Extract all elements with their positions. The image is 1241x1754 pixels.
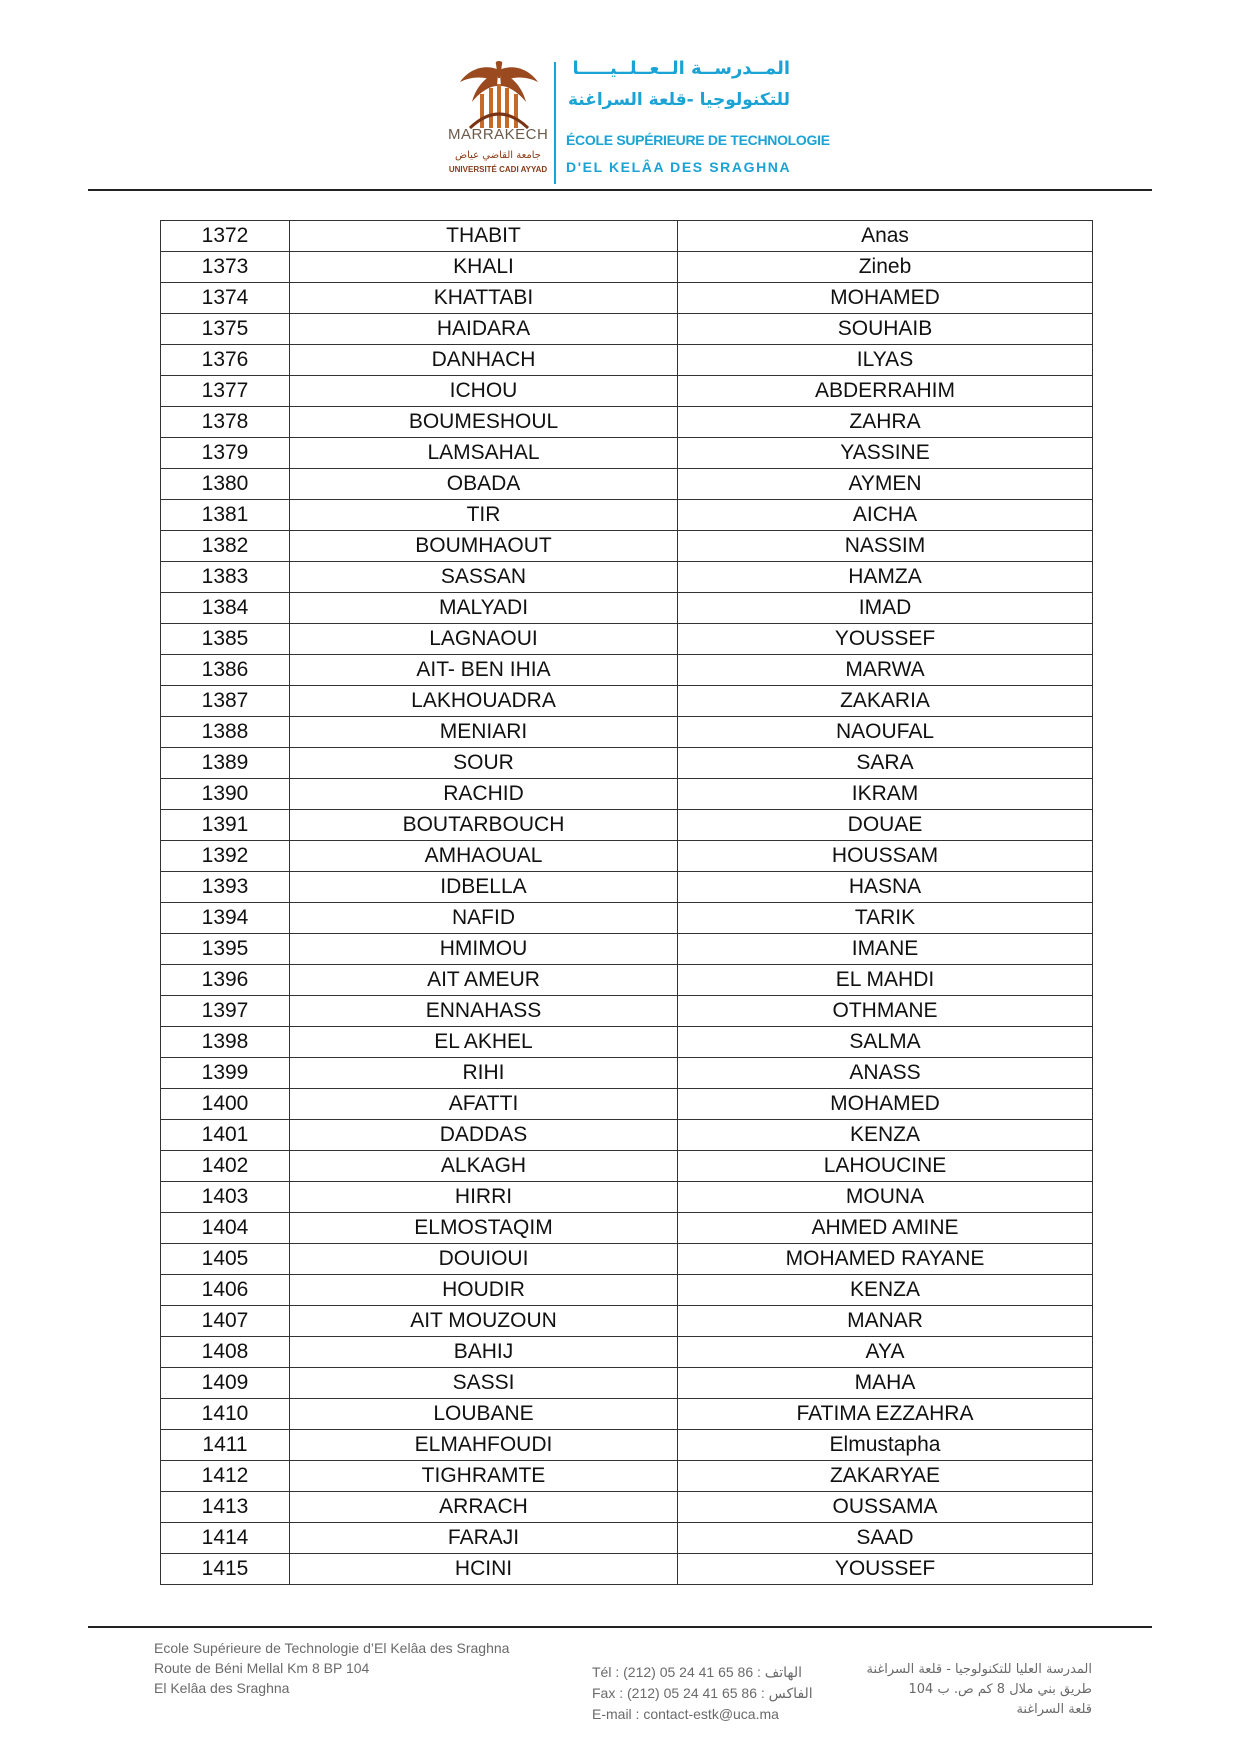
row-number-cell: 1379 <box>161 438 290 469</box>
school-name-arabic-line1: المــدرســة الــعــلــيـــــا <box>572 58 790 79</box>
row-number-cell: 1412 <box>161 1461 290 1492</box>
last-name-cell: MENIARI <box>290 717 678 748</box>
last-name-cell: SASSI <box>290 1368 678 1399</box>
first-name-cell: MANAR <box>678 1306 1093 1337</box>
first-name-cell: YOUSSEF <box>678 1554 1093 1585</box>
table-row <box>161 1492 1093 1523</box>
footer-address-line: المدرسة العليا للتكنولوجيا - قلعة السراغنة <box>866 1662 1092 1677</box>
first-name-cell: ILYAS <box>678 345 1093 376</box>
header-divider <box>554 62 556 184</box>
row-number-cell: 1398 <box>161 1027 290 1058</box>
row-number-cell: 1375 <box>161 314 290 345</box>
row-number-cell: 1405 <box>161 1244 290 1275</box>
last-name-cell: MALYADI <box>290 593 678 624</box>
school-name-french-line2: D'EL KELÂA DES SRAGHNA <box>566 159 792 175</box>
last-name-cell: ELMAHFOUDI <box>290 1430 678 1461</box>
row-number-cell: 1380 <box>161 469 290 500</box>
first-name-cell: DOUAE <box>678 810 1093 841</box>
row-number-cell: 1389 <box>161 748 290 779</box>
row-number-cell: 1403 <box>161 1182 290 1213</box>
table-row <box>161 500 1093 531</box>
last-name-cell: HMIMOU <box>290 934 678 965</box>
first-name-cell: MAHA <box>678 1368 1093 1399</box>
table-body <box>161 221 1093 1585</box>
table-row <box>161 1554 1093 1585</box>
row-number-cell: 1388 <box>161 717 290 748</box>
first-name-cell: SOUHAIB <box>678 314 1093 345</box>
first-name-cell: ANASS <box>678 1058 1093 1089</box>
row-number-cell: 1395 <box>161 934 290 965</box>
first-name-cell: KENZA <box>678 1120 1093 1151</box>
row-number-cell: 1384 <box>161 593 290 624</box>
first-name-cell: MOHAMED RAYANE <box>678 1244 1093 1275</box>
table-row <box>161 593 1093 624</box>
table-row <box>161 407 1093 438</box>
row-number-cell: 1385 <box>161 624 290 655</box>
school-name-french-line1: ÉCOLE SUPÉRIEURE DE TECHNOLOGIE <box>566 132 830 148</box>
row-number-cell: 1400 <box>161 1089 290 1120</box>
last-name-cell: BAHIJ <box>290 1337 678 1368</box>
row-number-cell: 1376 <box>161 345 290 376</box>
first-name-cell: EL MAHDI <box>678 965 1093 996</box>
last-name-cell: HCINI <box>290 1554 678 1585</box>
footer-address-line: Ecole Supérieure de Technologie d’El Kelâa des Sraghna <box>154 1640 510 1656</box>
row-number-cell: 1411 <box>161 1430 290 1461</box>
first-name-cell: ZAKARIA <box>678 686 1093 717</box>
header-rule <box>88 189 1152 191</box>
row-number-cell: 1381 <box>161 500 290 531</box>
logo-university-arabic: جامعة القاضي عياض <box>454 150 541 161</box>
table-row <box>161 872 1093 903</box>
first-name-cell: OTHMANE <box>678 996 1093 1027</box>
last-name-cell: DANHACH <box>290 345 678 376</box>
row-number-cell: 1378 <box>161 407 290 438</box>
first-name-cell: MARWA <box>678 655 1093 686</box>
row-number-cell: 1404 <box>161 1213 290 1244</box>
first-name-cell: AYMEN <box>678 469 1093 500</box>
last-name-cell: BOUMHAOUT <box>290 531 678 562</box>
row-number-cell: 1407 <box>161 1306 290 1337</box>
footer-address-line: طريق بني ملال 8 كم ص. ب 104 <box>908 1682 1092 1697</box>
last-name-cell: FARAJI <box>290 1523 678 1554</box>
last-name-cell: LAKHOUADRA <box>290 686 678 717</box>
table-row <box>161 903 1093 934</box>
last-name-cell: ICHOU <box>290 376 678 407</box>
row-number-cell: 1408 <box>161 1337 290 1368</box>
table-row <box>161 1151 1093 1182</box>
row-number-cell: 1387 <box>161 686 290 717</box>
table-row <box>161 345 1093 376</box>
row-number-cell: 1415 <box>161 1554 290 1585</box>
row-number-cell: 1413 <box>161 1492 290 1523</box>
last-name-cell: KHATTABI <box>290 283 678 314</box>
first-name-cell: Elmustapha <box>678 1430 1093 1461</box>
logo-university-text: UNIVERSITÉ CADI AYYAD <box>448 165 548 174</box>
row-number-cell: 1383 <box>161 562 290 593</box>
table-row <box>161 1058 1093 1089</box>
last-name-cell: RIHI <box>290 1058 678 1089</box>
last-name-cell: LAMSAHAL <box>290 438 678 469</box>
last-name-cell: ARRACH <box>290 1492 678 1523</box>
table-row <box>161 965 1093 996</box>
footer-address-line: Route de Béni Mellal Km 8 BP 104 <box>154 1660 370 1676</box>
last-name-cell: SASSAN <box>290 562 678 593</box>
row-number-cell: 1406 <box>161 1275 290 1306</box>
row-number-cell: 1409 <box>161 1368 290 1399</box>
table-row <box>161 779 1093 810</box>
last-name-cell: EL AKHEL <box>290 1027 678 1058</box>
table-row <box>161 314 1093 345</box>
row-number-cell: 1374 <box>161 283 290 314</box>
last-name-cell: BOUTARBOUCH <box>290 810 678 841</box>
first-name-cell: YOUSSEF <box>678 624 1093 655</box>
table-row <box>161 1089 1093 1120</box>
footer-contact <box>592 1662 852 1725</box>
page-header <box>0 0 1241 195</box>
first-name-cell: HAMZA <box>678 562 1093 593</box>
last-name-cell: HAIDARA <box>290 314 678 345</box>
last-name-cell: ENNAHASS <box>290 996 678 1027</box>
table-row <box>161 810 1093 841</box>
table-row <box>161 717 1093 748</box>
row-number-cell: 1392 <box>161 841 290 872</box>
last-name-cell: DOUIOUI <box>290 1244 678 1275</box>
last-name-cell: ALKAGH <box>290 1151 678 1182</box>
table-row <box>161 996 1093 1027</box>
table-row <box>161 934 1093 965</box>
first-name-cell: HASNA <box>678 872 1093 903</box>
table-row <box>161 1430 1093 1461</box>
first-name-cell: AYA <box>678 1337 1093 1368</box>
last-name-cell: LOUBANE <box>290 1399 678 1430</box>
table-row <box>161 283 1093 314</box>
first-name-cell: ZAHRA <box>678 407 1093 438</box>
first-name-cell: NAOUFAL <box>678 717 1093 748</box>
first-name-cell: Zineb <box>678 252 1093 283</box>
last-name-cell: DADDAS <box>290 1120 678 1151</box>
row-number-cell: 1396 <box>161 965 290 996</box>
row-number-cell: 1382 <box>161 531 290 562</box>
last-name-cell: LAGNAOUI <box>290 624 678 655</box>
last-name-cell: TIGHRAMTE <box>290 1461 678 1492</box>
row-number-cell: 1390 <box>161 779 290 810</box>
last-name-cell: AIT- BEN IHIA <box>290 655 678 686</box>
last-name-cell: THABIT <box>290 221 678 252</box>
first-name-cell: SALMA <box>678 1027 1093 1058</box>
first-name-cell: MOHAMED <box>678 283 1093 314</box>
first-name-cell: ABDERRAHIM <box>678 376 1093 407</box>
table-row <box>161 1523 1093 1554</box>
table-row <box>161 686 1093 717</box>
footer-address-line: El Kelâa des Sraghna <box>154 1680 290 1696</box>
footer-phone: Tél : (212) 05 24 41 65 86 : الهاتف <box>592 1664 803 1680</box>
last-name-cell: SOUR <box>290 748 678 779</box>
last-name-cell: ELMOSTAQIM <box>290 1213 678 1244</box>
table-row <box>161 221 1093 252</box>
footer-email: E-mail : contact-estk@uca.ma <box>592 1706 779 1722</box>
first-name-cell: SAAD <box>678 1523 1093 1554</box>
last-name-cell: AIT MOUZOUN <box>290 1306 678 1337</box>
last-name-cell: OBADA <box>290 469 678 500</box>
first-name-cell: IMAD <box>678 593 1093 624</box>
row-number-cell: 1402 <box>161 1151 290 1182</box>
first-name-cell: LAHOUCINE <box>678 1151 1093 1182</box>
row-number-cell: 1373 <box>161 252 290 283</box>
last-name-cell: NAFID <box>290 903 678 934</box>
table-row <box>161 562 1093 593</box>
last-name-cell: HIRRI <box>290 1182 678 1213</box>
table-row <box>161 1182 1093 1213</box>
footer-address-line: قلعة السراغنة <box>1016 1702 1092 1717</box>
table-row <box>161 1368 1093 1399</box>
row-number-cell: 1372 <box>161 221 290 252</box>
row-number-cell: 1393 <box>161 872 290 903</box>
table-row <box>161 1244 1093 1275</box>
table-row <box>161 655 1093 686</box>
first-name-cell: FATIMA EZZAHRA <box>678 1399 1093 1430</box>
row-number-cell: 1401 <box>161 1120 290 1151</box>
footer-fax: Fax : (212) 05 24 41 65 86 : الفاكس <box>592 1685 813 1701</box>
first-name-cell: IMANE <box>678 934 1093 965</box>
table-row <box>161 531 1093 562</box>
table-row <box>161 376 1093 407</box>
logo-city-text: MARRAKECH <box>448 126 549 143</box>
last-name-cell: AFATTI <box>290 1089 678 1120</box>
table-row <box>161 438 1093 469</box>
table-row <box>161 1027 1093 1058</box>
row-number-cell: 1391 <box>161 810 290 841</box>
first-name-cell: IKRAM <box>678 779 1093 810</box>
school-name-arabic-line2: للتكنولوجيا -قلعة السراغنة <box>567 90 790 110</box>
first-name-cell: AICHA <box>678 500 1093 531</box>
table-row <box>161 1275 1093 1306</box>
first-name-cell: HOUSSAM <box>678 841 1093 872</box>
table-row <box>161 841 1093 872</box>
last-name-cell: HOUDIR <box>290 1275 678 1306</box>
row-number-cell: 1394 <box>161 903 290 934</box>
row-number-cell: 1377 <box>161 376 290 407</box>
first-name-cell: TARIK <box>678 903 1093 934</box>
student-list-table <box>160 220 1093 1585</box>
table-row <box>161 1120 1093 1151</box>
table-row <box>161 252 1093 283</box>
first-name-cell: SARA <box>678 748 1093 779</box>
last-name-cell: RACHID <box>290 779 678 810</box>
university-logo <box>448 60 548 185</box>
first-name-cell: MOHAMED <box>678 1089 1093 1120</box>
first-name-cell: AHMED AMINE <box>678 1213 1093 1244</box>
row-number-cell: 1386 <box>161 655 290 686</box>
last-name-cell: BOUMESHOUL <box>290 407 678 438</box>
first-name-cell: ZAKARYAE <box>678 1461 1093 1492</box>
last-name-cell: AIT AMEUR <box>290 965 678 996</box>
footer-address-french <box>154 1638 554 1698</box>
last-name-cell: TIR <box>290 500 678 531</box>
palm-tree-icon <box>456 60 542 130</box>
last-name-cell: KHALI <box>290 252 678 283</box>
table-row <box>161 1399 1093 1430</box>
first-name-cell: MOUNA <box>678 1182 1093 1213</box>
first-name-cell: YASSINE <box>678 438 1093 469</box>
last-name-cell: AMHAOUAL <box>290 841 678 872</box>
table-row <box>161 1461 1093 1492</box>
footer-rule <box>88 1626 1152 1628</box>
first-name-cell: NASSIM <box>678 531 1093 562</box>
footer-address-arabic <box>860 1660 1092 1720</box>
table-row <box>161 748 1093 779</box>
table-row <box>161 1213 1093 1244</box>
first-name-cell: KENZA <box>678 1275 1093 1306</box>
row-number-cell: 1399 <box>161 1058 290 1089</box>
first-name-cell: Anas <box>678 221 1093 252</box>
row-number-cell: 1397 <box>161 996 290 1027</box>
row-number-cell: 1414 <box>161 1523 290 1554</box>
first-name-cell: OUSSAMA <box>678 1492 1093 1523</box>
last-name-cell: IDBELLA <box>290 872 678 903</box>
table-row <box>161 1306 1093 1337</box>
table-row <box>161 624 1093 655</box>
table-row <box>161 469 1093 500</box>
row-number-cell: 1410 <box>161 1399 290 1430</box>
table-row <box>161 1337 1093 1368</box>
